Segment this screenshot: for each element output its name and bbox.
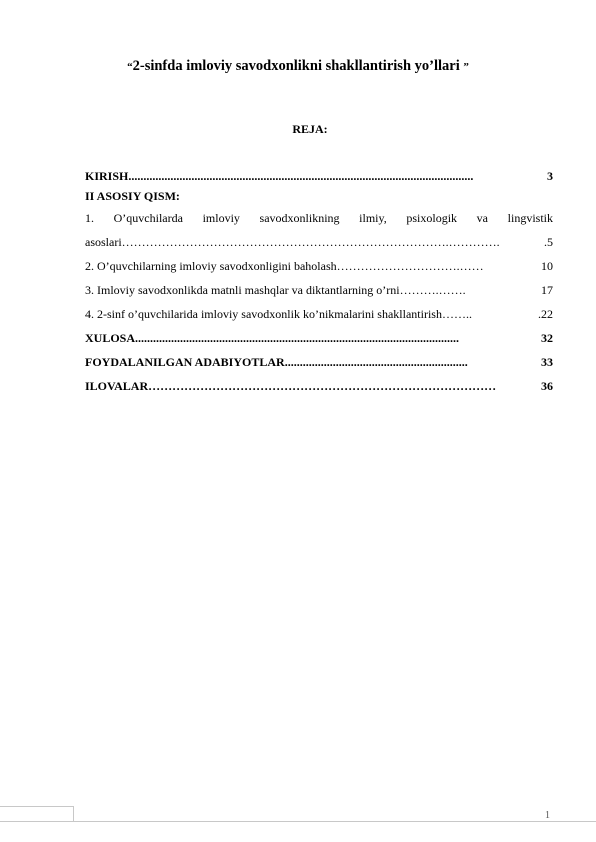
title-close-quote: ” [463,61,469,73]
toc-page-number: 33 [541,355,553,369]
page-number: 1 [545,810,550,821]
toc-page-number: 10 [541,259,553,273]
toc-entry-2 [85,256,553,276]
toc-label: 3. Imloviy savodxonlikda matnli mashqlar va diktantlarning o’rni [85,283,400,297]
toc-entry-ilovalar [85,376,553,396]
toc-entry-3 [85,280,553,300]
toc-entry-adabiyotlar [85,352,553,372]
toc-label: 4. 2-sinf o’quvchilarida imloviy savodxonlik ko’nikmalarini shakllantirish [85,307,442,321]
toc-page-number: 32 [541,331,553,345]
toc-page-number: .22 [538,307,553,321]
toc-entry-1-line1: 1. O’quvchilarda imloviy savodxonlikning ilmiy, psixologik va lingvistik [85,211,553,225]
toc-leader: ............................................................. [284,355,468,369]
footer-box [0,806,74,822]
toc-page-number: 17 [541,283,553,297]
toc-label: FOYDALANILGAN ADABIYOTLAR [85,355,285,369]
toc-leader: …….. [441,307,472,321]
toc-leader: ……….……. [399,283,466,297]
toc-entry-4 [85,304,553,324]
document-title [0,58,596,75]
toc-page-number: 36 [541,379,553,393]
toc-entry-kirish [85,166,553,186]
toc-page-number: .5 [544,235,553,249]
toc-label: 2. O’quvchilarning imloviy savodxonligini baholash [85,259,337,273]
title-text: 2-sinfda imloviy savodxonlikni shakllantirish yo’llari [132,58,460,74]
toc-label: ILOVALAR [85,379,149,393]
toc-leader: ………………………….…… [336,259,484,273]
toc-leader: ............................................................................................................ [135,331,460,345]
toc-label: KIRISH [85,169,129,183]
footer-divider [74,821,596,822]
toc-entry-asosiy [85,186,553,206]
title-open-quote: “ [127,61,133,73]
toc-leader: …………………………………………………………………………… [148,379,497,393]
toc-label: XULOSA [85,331,136,345]
plan-heading: REJA: [292,122,328,136]
toc-label: asoslari [85,235,122,249]
toc-leader: ................................................................................................................... [128,169,474,183]
toc-page-number: 3 [547,169,553,183]
toc-entry-1 [85,232,553,252]
toc-leader: ……………………………………………………………………….…………. [121,235,500,249]
toc-label: II ASOSIY QISM: [85,189,180,203]
toc-entry-xulosa [85,328,553,348]
